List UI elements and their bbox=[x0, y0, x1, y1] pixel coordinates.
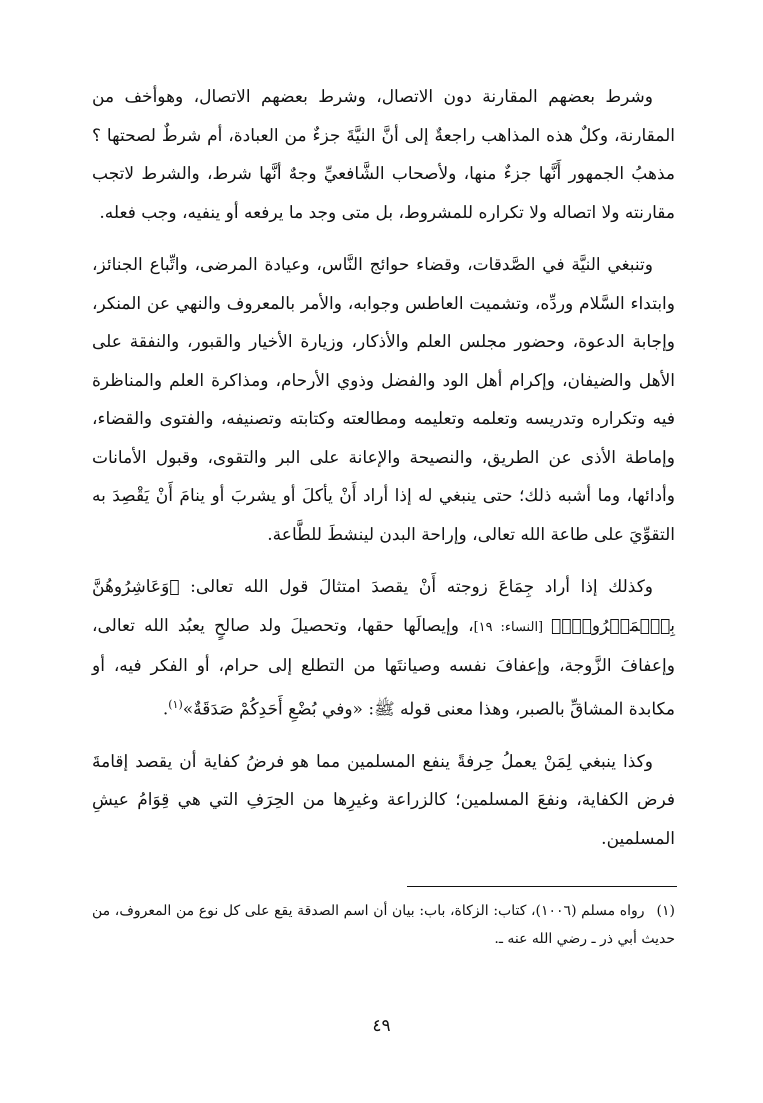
footnote-divider bbox=[407, 886, 677, 887]
paragraph-1: وشرط بعضهم المقارنة دون الاتصال، وشرط بعضهم الاتصال، وهوأخف من المقارنة، وكلٌ هذه المذاهب راجعةٌ إلى أنَّ النيَّةَ جزءٌ من العبادة، أم شرطٌ لصحتها ؟ مذهبُ الجمهور أَنَّها جزءٌ منها، ولأصحاب الشَّافعيِّ وجهٌ أنَّها شرط، والشرط لاتجب مقارنته ولا اتصاله ولا تكراره للمشروط، بل متى وجد ما يرفعه أو ينفيه، وجب فعله. bbox=[92, 87, 675, 223]
page-number: ٤٩ bbox=[372, 1016, 391, 1036]
quran-verse: ﴿وَعَاشِرُوهُنَّ بِٱلۡمَعۡرُوفِۚ﴾ bbox=[92, 577, 675, 636]
paragraph-4: وكذا ينبغي لِمَنْ يعملُ حِرفةً ينفع المسلمين مما هو فرضُ كفاية أن يقصد إقامةَ فرض الكفاية، ونفعَ المسلمين؛ كالزراعة وغيرِها من الحِرَفِ التي هي قِوَامُ عيشِ المسلمين. bbox=[92, 751, 675, 849]
paragraph-3-end: . bbox=[162, 699, 169, 720]
paragraph-2: وتنبغي النيَّة في الصَّدقات، وقضاء حوائج النَّاس، وعيادة المرضى، واتِّباع الجنائز، وابتداء السَّلام وردِّه، وتشميت العاطس وجوابه، والأمر بالمعروف والنهي عن المنكر، وإجابة الدعوة، وحضور مجلس العلم والأذكار، وزيارة الأخيار والقبور، والنفقة على الأهل والضيفان، وإكرام أهل الود والفضل وذوي الأرحام، ومذاكرة العلم والمناظرة فيه وتكراره وتدريسه وتعلمه وتعليمه ومطالعته وكتابته وتصنيفه، والفتوى والقضاء، وإماطة الأذى عن الطريق، والنصيحة والإعانة على البر والتقوى، وقبول الأمانات وأدائها، وما أشبه ذلك؛ حتى ينبغي له إذا أراد أَنْ يأكلَ أو يشربَ أو ينامَ أَنْ يَقْصِدَ به التقوِّيَ على طاعة الله تعالى، وإراحة البدن لينشطَ للطَّاعة. bbox=[92, 255, 675, 545]
footnote bbox=[92, 897, 675, 953]
paragraph-3-lead: وكذلك إذا أراد جِمَاعَ زوجته أَنْ يقصدَ امتثالَ قول الله تعالى: bbox=[179, 577, 653, 597]
verse-reference: [النساء: ١٩] bbox=[473, 619, 552, 635]
paragraph-3-body: ، وإيصالَها حقها، وتحصيلَ ولد صالحٍ يعبُد الله تعالى، وإعفافَ الزَّوجة، وإعفافَ نفسه وصيانتَها من التطلع إلى حرام، أو الفكر فيه، أو مكابدة المشاقِّ بالصبر، وهذا معنى قوله ﷺ: «وفي بُضْعِ أَحَدِكُمْ صَدَقَةٌ» bbox=[92, 615, 675, 720]
paragraph-3 bbox=[92, 568, 675, 729]
footnote-number: (١) bbox=[656, 903, 675, 920]
footnote-marker: (١) bbox=[168, 697, 183, 711]
footnote-text: رواه مسلم (١٠٠٦)، كتاب: الزكاة، باب: بيان أن اسم الصدقة يقع على كل نوع من المعروف، من حديث أبي ذر ـ رضي الله عنه ـ. bbox=[92, 903, 675, 948]
